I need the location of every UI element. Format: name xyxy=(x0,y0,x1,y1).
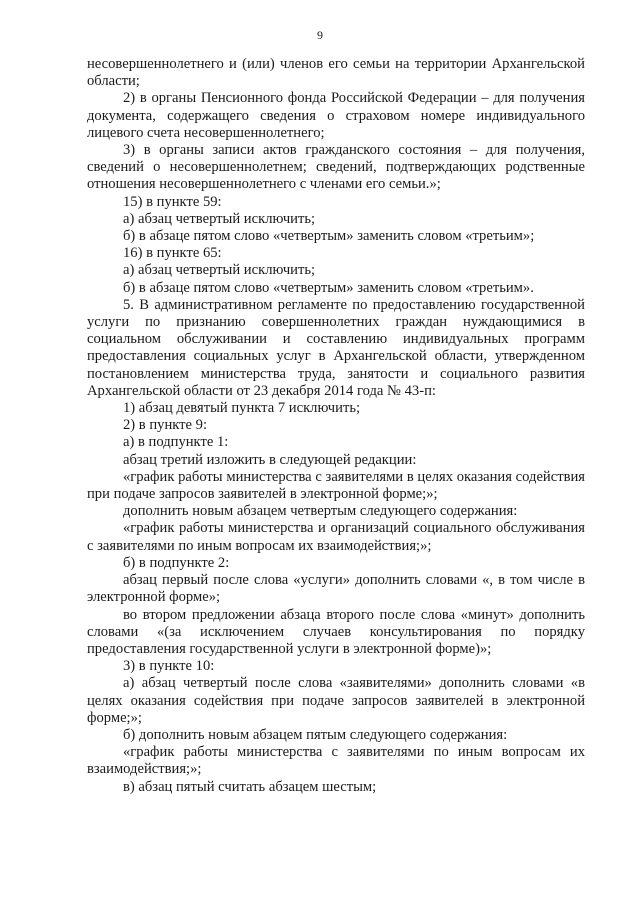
paragraph: а) в подпункте 1: xyxy=(123,434,229,451)
paragraph: б) в подпункте 2: xyxy=(123,554,230,571)
paragraph: абзац третий изложить в следующей редакции: xyxy=(123,451,417,468)
paragraph: 1) абзац девятый пункта 7 исключить; xyxy=(123,400,361,417)
paragraph: 2) в органы Пенсионного фонда Российской Федерации – для получения документа, содержащего сведения о страховом номере индивидуального лицевого счета несовершеннолетнего; xyxy=(87,90,585,141)
paragraph: во втором предложении абзаца второго после слова «минут» дополнить словами «(за исключением случаев консультирования по порядку предоставления государственной услуги в электронной форме)»; xyxy=(87,606,585,657)
paragraph: «график работы министерства и организаций социального обслуживания с заявителями по иным вопросам их взаимодействия;»; xyxy=(87,520,585,554)
paragraph: а) абзац четвертый после слова «заявителями» дополнить словами «в целях оказания содействия при подаче запросов заявителей в электронной форме;»; xyxy=(87,675,585,726)
paragraph: 3) в органы записи актов гражданского состояния – для получения, сведений о несовершеннолетнем; сведений, подтверждающих родственные отношения несовершеннолетнего с членами его семьи.»; xyxy=(87,142,585,193)
paragraph: а) абзац четвертый исключить; xyxy=(123,262,316,279)
paragraph: в) абзац пятый считать абзацем шестым; xyxy=(123,778,377,795)
document-body xyxy=(87,56,585,796)
paragraph: а) абзац четвертый исключить; xyxy=(123,210,316,227)
paragraph: 15) в пункте 59: xyxy=(123,193,222,210)
paragraph: 5. В административном регламенте по предоставлению государственной услуги по признанию совершеннолетних граждан нуждающимися в социальном обслуживании и составлению индивидуальных программ предоставления социальных услуг в Архангельской области, утвержденном постановлением министерства труда, занятости и социального развития Архангельской области от 23 декабря 2014 года № 43-п: xyxy=(87,296,585,399)
paragraph: «график работы министерства с заявителями в целях оказания содействия при подаче запросов заявителей в электронной форме;»; xyxy=(87,468,585,503)
paragraph: 2) в пункте 9: xyxy=(123,417,208,434)
page-number: 9 xyxy=(317,28,323,42)
paragraph: б) в абзаце пятом слово «четвертым» заменить словом «третьим». xyxy=(123,279,534,296)
paragraph: 3) в пункте 10: xyxy=(123,658,215,675)
paragraph: «график работы министерства с заявителями по иным вопросам их взаимодействия;»; xyxy=(87,744,585,778)
paragraph: несовершеннолетнего и (или) членов его семьи на территории Архангельской области; xyxy=(87,56,585,90)
paragraph: б) дополнить новым абзацем пятым следующего содержания: xyxy=(123,726,508,743)
paragraph: 16) в пункте 65: xyxy=(123,245,222,262)
paragraph: дополнить новым абзацем четвертым следующего содержания: xyxy=(123,503,518,520)
paragraph: абзац первый после слова «услуги» дополнить словами «, в том числе в электронной форме»; xyxy=(87,572,585,606)
paragraph: б) в абзаце пятом слово «четвертым» заменить словом «третьим»; xyxy=(123,228,535,245)
